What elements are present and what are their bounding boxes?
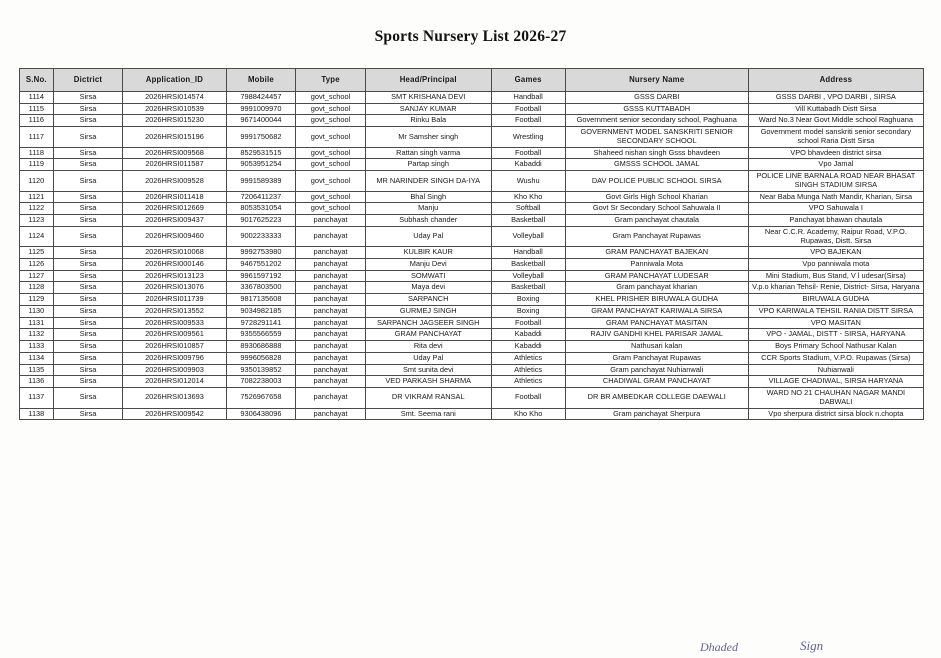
- cell-sno: 1117: [20, 127, 54, 147]
- table-row: [20, 171, 924, 191]
- column-header-sno: S.No.: [20, 69, 54, 92]
- cell-application-id: 2026HRSI009568: [123, 147, 226, 159]
- cell-address: Nuhianwali: [748, 364, 923, 376]
- cell-address: V.p.o kharian Tehsil- Renie, District- Sirsa, Haryana: [748, 282, 923, 294]
- cell-address: VPO BAJEKAN: [748, 247, 923, 259]
- cell-application-id: 2026HRSI009796: [123, 352, 226, 364]
- cell-application-id: 2026HRSI013123: [123, 270, 226, 282]
- cell-district: Sirsa: [53, 364, 123, 376]
- cell-address: VPO MASITAN: [748, 317, 923, 329]
- table-row: [20, 317, 924, 329]
- table-row: [20, 282, 924, 294]
- table-row: [20, 115, 924, 127]
- cell-nursery-name: Gram panchayat kharian: [565, 282, 748, 294]
- cell-head-principal: Smt sunita devi: [365, 364, 491, 376]
- cell-games: Handball: [491, 92, 565, 104]
- column-header-head-principal: Head/Principal: [365, 69, 491, 92]
- cell-sno: 1126: [20, 259, 54, 271]
- cell-address: VPO KARIWALA TEHSIL RANIA DISTT SIRSA: [748, 305, 923, 317]
- cell-sno: 1128: [20, 282, 54, 294]
- cell-address: WARD NO 21 CHAUHAN NAGAR MANDI DABWALI: [748, 388, 923, 408]
- cell-nursery-name: GSSS KUTTABADH: [565, 103, 748, 115]
- cell-games: Kabaddi: [491, 329, 565, 341]
- cell-games: Kho Kho: [491, 191, 565, 203]
- cell-head-principal: VED PARKASH SHARMA: [365, 376, 491, 388]
- cell-address: Vpo sherpura district sirsa block n.chopta: [748, 408, 923, 420]
- cell-mobile: 9034982185: [226, 305, 296, 317]
- cell-nursery-name: GRAM PANCHAYAT KARIWALA SIRSA: [565, 305, 748, 317]
- cell-district: Sirsa: [53, 317, 123, 329]
- cell-mobile: 9961597192: [226, 270, 296, 282]
- cell-mobile: 9996056828: [226, 352, 296, 364]
- cell-district: Sirsa: [53, 376, 123, 388]
- cell-address: VPO Sahuwala I: [748, 203, 923, 215]
- cell-head-principal: DR VIKRAM RANSAL: [365, 388, 491, 408]
- cell-games: Basketball: [491, 215, 565, 227]
- cell-games: Basketball: [491, 282, 565, 294]
- cell-mobile: 9728291141: [226, 317, 296, 329]
- table-row: [20, 103, 924, 115]
- cell-application-id: 2026HRSI011418: [123, 191, 226, 203]
- column-header-games: Games: [491, 69, 565, 92]
- cell-address: Vpo Jamal: [748, 159, 923, 171]
- cell-sno: 1122: [20, 203, 54, 215]
- cell-sno: 1131: [20, 317, 54, 329]
- cell-head-principal: Uday Pal: [365, 352, 491, 364]
- handwritten-signature: Sign: [800, 638, 824, 653]
- cell-nursery-name: RAJIV GANDHI KHEL PARISAR JAMAL: [565, 329, 748, 341]
- table-row: [20, 147, 924, 159]
- column-header-mobile: Mobile: [226, 69, 296, 92]
- cell-application-id: 2026HRSI009903: [123, 364, 226, 376]
- cell-nursery-name: GRAM PANCHAYAT BAJEKAN: [565, 247, 748, 259]
- cell-type: govt_school: [296, 191, 366, 203]
- cell-address: GSSS DARBI , VPO DARBI , SIRSA: [748, 92, 923, 104]
- cell-address: VILLAGE CHADIWAL, SIRSA HARYANA: [748, 376, 923, 388]
- cell-sno: 1118: [20, 147, 54, 159]
- cell-mobile: 7082238003: [226, 376, 296, 388]
- cell-district: Sirsa: [53, 247, 123, 259]
- cell-district: Sirsa: [53, 270, 123, 282]
- cell-games: Football: [491, 388, 565, 408]
- cell-sno: 1115: [20, 103, 54, 115]
- cell-mobile: 9467551202: [226, 259, 296, 271]
- cell-type: panchayat: [296, 352, 366, 364]
- cell-type: govt_school: [296, 103, 366, 115]
- cell-mobile: 9053951254: [226, 159, 296, 171]
- cell-application-id: 2026HRSI009533: [123, 317, 226, 329]
- cell-head-principal: GURMEJ SINGH: [365, 305, 491, 317]
- cell-games: Boxing: [491, 294, 565, 306]
- column-header-address: Address: [748, 69, 923, 92]
- cell-head-principal: Manju: [365, 203, 491, 215]
- cell-application-id: 2026HRSI009460: [123, 226, 226, 246]
- cell-district: Sirsa: [53, 203, 123, 215]
- table-header-row: [20, 69, 924, 92]
- cell-type: govt_school: [296, 115, 366, 127]
- cell-address: CCR Sports Stadium, V.P.O. Rupawas (Sirsa): [748, 352, 923, 364]
- cell-application-id: 2026HRSI015196: [123, 127, 226, 147]
- cell-district: Sirsa: [53, 388, 123, 408]
- table-row: [20, 408, 924, 420]
- cell-mobile: 7206411237: [226, 191, 296, 203]
- cell-type: panchayat: [296, 376, 366, 388]
- cell-games: Volleyball: [491, 270, 565, 282]
- cell-sno: 1134: [20, 352, 54, 364]
- cell-type: panchayat: [296, 364, 366, 376]
- cell-mobile: 9671400044: [226, 115, 296, 127]
- cell-type: govt_school: [296, 92, 366, 104]
- page-title: Sports Nursery List 2026-27: [374, 28, 567, 45]
- cell-type: panchayat: [296, 226, 366, 246]
- cell-sno: 1130: [20, 305, 54, 317]
- cell-sno: 1127: [20, 270, 54, 282]
- cell-games: Volleyball: [491, 226, 565, 246]
- cell-games: Handball: [491, 247, 565, 259]
- cell-mobile: 9991589389: [226, 171, 296, 191]
- cell-games: Softball: [491, 203, 565, 215]
- cell-games: Kabaddi: [491, 159, 565, 171]
- cell-district: Sirsa: [53, 215, 123, 227]
- cell-address: VPO bhavdeen district sirsa: [748, 147, 923, 159]
- cell-nursery-name: Gram Panchayat Rupawas: [565, 352, 748, 364]
- cell-head-principal: GRAM PANCHAYAT: [365, 329, 491, 341]
- cell-nursery-name: Gram Panchayat Rupawas: [565, 226, 748, 246]
- cell-nursery-name: Nathusari kalan: [565, 341, 748, 353]
- cell-nursery-name: KHEL PRISHER BIRUWALA GUDHA: [565, 294, 748, 306]
- cell-sno: 1121: [20, 191, 54, 203]
- cell-games: Football: [491, 103, 565, 115]
- cell-head-principal: SOMWATI: [365, 270, 491, 282]
- cell-nursery-name: GMSSS SCHOOL JAMAL: [565, 159, 748, 171]
- cell-type: panchayat: [296, 247, 366, 259]
- table-row: [20, 127, 924, 147]
- cell-mobile: 9991750682: [226, 127, 296, 147]
- cell-address: POLICE LINE BARNALA ROAD NEAR BHASAT SINGH STADIUM SIRSA: [748, 171, 923, 191]
- table-row: [20, 352, 924, 364]
- table-row: [20, 294, 924, 306]
- cell-type: govt_school: [296, 147, 366, 159]
- cell-sno: 1125: [20, 247, 54, 259]
- cell-type: govt_school: [296, 171, 366, 191]
- cell-nursery-name: Govt Sr Secondary School Sahuwala II: [565, 203, 748, 215]
- cell-mobile: 9992753980: [226, 247, 296, 259]
- cell-mobile: 9002233333: [226, 226, 296, 246]
- cell-application-id: 2026HRSI014574: [123, 92, 226, 104]
- table-row: [20, 92, 924, 104]
- cell-application-id: 2026HRSI010857: [123, 341, 226, 353]
- table-row: [20, 376, 924, 388]
- table-row: [20, 159, 924, 171]
- cell-district: Sirsa: [53, 329, 123, 341]
- cell-type: panchayat: [296, 305, 366, 317]
- cell-games: Football: [491, 317, 565, 329]
- cell-application-id: 2026HRSI013552: [123, 305, 226, 317]
- cell-games: Wushu: [491, 171, 565, 191]
- cell-address: BIRUWALA GUDHA: [748, 294, 923, 306]
- cell-games: Football: [491, 147, 565, 159]
- cell-sno: 1132: [20, 329, 54, 341]
- cell-type: panchayat: [296, 259, 366, 271]
- column-header-application-id: Application_ID: [123, 69, 226, 92]
- cell-nursery-name: Govt Girls High School Kharian: [565, 191, 748, 203]
- cell-mobile: 9017625223: [226, 215, 296, 227]
- cell-district: Sirsa: [53, 171, 123, 191]
- cell-nursery-name: Gram panchayat Nuhianwali: [565, 364, 748, 376]
- cell-district: Sirsa: [53, 305, 123, 317]
- cell-application-id: 2026HRSI009542: [123, 408, 226, 420]
- handwritten-note-left: Dhaded: [700, 640, 738, 654]
- cell-district: Sirsa: [53, 103, 123, 115]
- cell-address: Near C.C.R. Academy, Raipur Road, V.P.O. Rupawas, Distt. Sirsa: [748, 226, 923, 246]
- cell-head-principal: Rinku Bala: [365, 115, 491, 127]
- cell-type: govt_school: [296, 127, 366, 147]
- table-container: [19, 68, 924, 420]
- cell-games: Athletics: [491, 376, 565, 388]
- cell-application-id: 2026HRSI013693: [123, 388, 226, 408]
- cell-type: panchayat: [296, 408, 366, 420]
- cell-mobile: 9817135608: [226, 294, 296, 306]
- cell-district: Sirsa: [53, 352, 123, 364]
- cell-type: panchayat: [296, 341, 366, 353]
- cell-nursery-name: DAV POLICE PUBLIC SCHOOL SIRSA: [565, 171, 748, 191]
- cell-nursery-name: Panniwala Mota: [565, 259, 748, 271]
- cell-sno: 1137: [20, 388, 54, 408]
- cell-application-id: 2026HRSI013076: [123, 282, 226, 294]
- cell-district: Sirsa: [53, 226, 123, 246]
- cell-address: Ward No.3 Near Govt Middle school Raghuana: [748, 115, 923, 127]
- cell-head-principal: SANJAY KUMAR: [365, 103, 491, 115]
- cell-sno: 1135: [20, 364, 54, 376]
- cell-nursery-name: GSSS DARBI: [565, 92, 748, 104]
- cell-address: Boys Primary School Nathusar Kalan: [748, 341, 923, 353]
- cell-head-principal: KULBIR KAUR: [365, 247, 491, 259]
- cell-mobile: 8053531054: [226, 203, 296, 215]
- cell-application-id: 2026HRSI000146: [123, 259, 226, 271]
- cell-sno: 1138: [20, 408, 54, 420]
- cell-games: Boxing: [491, 305, 565, 317]
- cell-nursery-name: Shaheed nishan singh Gsss bhavdeen: [565, 147, 748, 159]
- cell-mobile: 9306438096: [226, 408, 296, 420]
- cell-head-principal: Mr Samsher singh: [365, 127, 491, 147]
- cell-application-id: 2026HRSI010539: [123, 103, 226, 115]
- cell-nursery-name: Government senior secondary school, Paghuana: [565, 115, 748, 127]
- cell-games: Football: [491, 115, 565, 127]
- table-row: [20, 191, 924, 203]
- cell-address: Near Baba Munga Nath Mandir, Kharian, Sirsa: [748, 191, 923, 203]
- cell-mobile: 8529531515: [226, 147, 296, 159]
- cell-sno: 1119: [20, 159, 54, 171]
- cell-games: Kabaddi: [491, 341, 565, 353]
- cell-district: Sirsa: [53, 115, 123, 127]
- cell-head-principal: Partap singh: [365, 159, 491, 171]
- cell-address: Government model sanskriti senior secondary school Raria Distt Sirsa: [748, 127, 923, 147]
- cell-mobile: 9350139852: [226, 364, 296, 376]
- cell-address: Vpo panniwala mota: [748, 259, 923, 271]
- cell-district: Sirsa: [53, 294, 123, 306]
- cell-type: panchayat: [296, 388, 366, 408]
- cell-mobile: 8930686888: [226, 341, 296, 353]
- cell-head-principal: Smt. Seema rani: [365, 408, 491, 420]
- cell-nursery-name: GRAM PANCHAYAT MASITAN: [565, 317, 748, 329]
- column-header-nursery-name: Nursery Name: [565, 69, 748, 92]
- cell-district: Sirsa: [53, 147, 123, 159]
- sports-nursery-table: [19, 68, 924, 420]
- cell-head-principal: Manju Devi: [365, 259, 491, 271]
- column-header-district: Dictrict: [53, 69, 123, 92]
- cell-sno: 1124: [20, 226, 54, 246]
- cell-nursery-name: GOVERNMENT MODEL SANSKRITI SENIOR SECONDARY SCHOOL: [565, 127, 748, 147]
- table-row: [20, 259, 924, 271]
- cell-mobile: 7526967658: [226, 388, 296, 408]
- cell-district: Sirsa: [53, 408, 123, 420]
- cell-head-principal: SMT KRISHANA DEVI: [365, 92, 491, 104]
- cell-application-id: 2026HRSI009528: [123, 171, 226, 191]
- cell-type: govt_school: [296, 159, 366, 171]
- cell-nursery-name: DR BR AMBEDKAR COLLEGE DAEWALI: [565, 388, 748, 408]
- cell-mobile: 7988424457: [226, 92, 296, 104]
- cell-application-id: 2026HRSI011587: [123, 159, 226, 171]
- table-header: [20, 69, 924, 92]
- table-row: [20, 341, 924, 353]
- cell-head-principal: SARPANCH JAGSEER SINGH: [365, 317, 491, 329]
- table-row: [20, 388, 924, 408]
- cell-nursery-name: CHADIWAL GRAM PANCHAYAT: [565, 376, 748, 388]
- cell-application-id: 2026HRSI011739: [123, 294, 226, 306]
- cell-type: panchayat: [296, 282, 366, 294]
- cell-head-principal: Rita devi: [365, 341, 491, 353]
- cell-application-id: 2026HRSI012669: [123, 203, 226, 215]
- cell-district: Sirsa: [53, 282, 123, 294]
- cell-sno: 1136: [20, 376, 54, 388]
- cell-head-principal: Rattan singh varma: [365, 147, 491, 159]
- cell-type: panchayat: [296, 294, 366, 306]
- cell-games: Kho Kho: [491, 408, 565, 420]
- cell-sno: 1120: [20, 171, 54, 191]
- table-body: [20, 92, 924, 420]
- cell-type: govt_school: [296, 203, 366, 215]
- cell-mobile: 3367803500: [226, 282, 296, 294]
- cell-games: Basketball: [491, 259, 565, 271]
- cell-application-id: 2026HRSI010068: [123, 247, 226, 259]
- cell-head-principal: Subhash chander: [365, 215, 491, 227]
- cell-district: Sirsa: [53, 92, 123, 104]
- cell-nursery-name: Gram panchayat chautala: [565, 215, 748, 227]
- cell-district: Sirsa: [53, 259, 123, 271]
- table-row: [20, 247, 924, 259]
- cell-district: Sirsa: [53, 127, 123, 147]
- cell-sno: 1114: [20, 92, 54, 104]
- cell-sno: 1129: [20, 294, 54, 306]
- cell-head-principal: Maya devi: [365, 282, 491, 294]
- cell-district: Sirsa: [53, 159, 123, 171]
- table-row: [20, 203, 924, 215]
- cell-sno: 1116: [20, 115, 54, 127]
- cell-application-id: 2026HRSI009437: [123, 215, 226, 227]
- cell-head-principal: Uday Pal: [365, 226, 491, 246]
- table-row: [20, 364, 924, 376]
- table-row: [20, 305, 924, 317]
- cell-sno: 1123: [20, 215, 54, 227]
- cell-type: panchayat: [296, 270, 366, 282]
- cell-district: Sirsa: [53, 191, 123, 203]
- cell-address: Mini Stadium, Bus Stand, V l udesar(Sirsa): [748, 270, 923, 282]
- cell-nursery-name: Gram panchayat Sherpura: [565, 408, 748, 420]
- cell-head-principal: MR NARINDER SINGH DA-IYA: [365, 171, 491, 191]
- footer-signature-area: [0, 632, 941, 656]
- cell-head-principal: SARPANCH: [365, 294, 491, 306]
- cell-head-principal: Bhal Singh: [365, 191, 491, 203]
- cell-games: Wrestling: [491, 127, 565, 147]
- cell-address: Vill Kuttabadh Distt Sirsa: [748, 103, 923, 115]
- cell-type: panchayat: [296, 329, 366, 341]
- table-row: [20, 270, 924, 282]
- column-header-type: Type: [296, 69, 366, 92]
- table-row: [20, 329, 924, 341]
- cell-type: panchayat: [296, 317, 366, 329]
- cell-type: panchayat: [296, 215, 366, 227]
- cell-address: VPO - JAMAL, DISTT - SIRSA, HARYANA: [748, 329, 923, 341]
- cell-address: Panchayat bhawan chautala: [748, 215, 923, 227]
- cell-application-id: 2026HRSI015230: [123, 115, 226, 127]
- cell-mobile: 9991009970: [226, 103, 296, 115]
- cell-application-id: 2026HRSI009561: [123, 329, 226, 341]
- cell-games: Athletics: [491, 364, 565, 376]
- cell-application-id: 2026HRSI012014: [123, 376, 226, 388]
- cell-games: Athletics: [491, 352, 565, 364]
- table-row: [20, 215, 924, 227]
- cell-mobile: 9355566559: [226, 329, 296, 341]
- cell-district: Sirsa: [53, 341, 123, 353]
- table-row: [20, 226, 924, 246]
- cell-nursery-name: GRAM PANCHAYAT LUDESAR: [565, 270, 748, 282]
- cell-sno: 1133: [20, 341, 54, 353]
